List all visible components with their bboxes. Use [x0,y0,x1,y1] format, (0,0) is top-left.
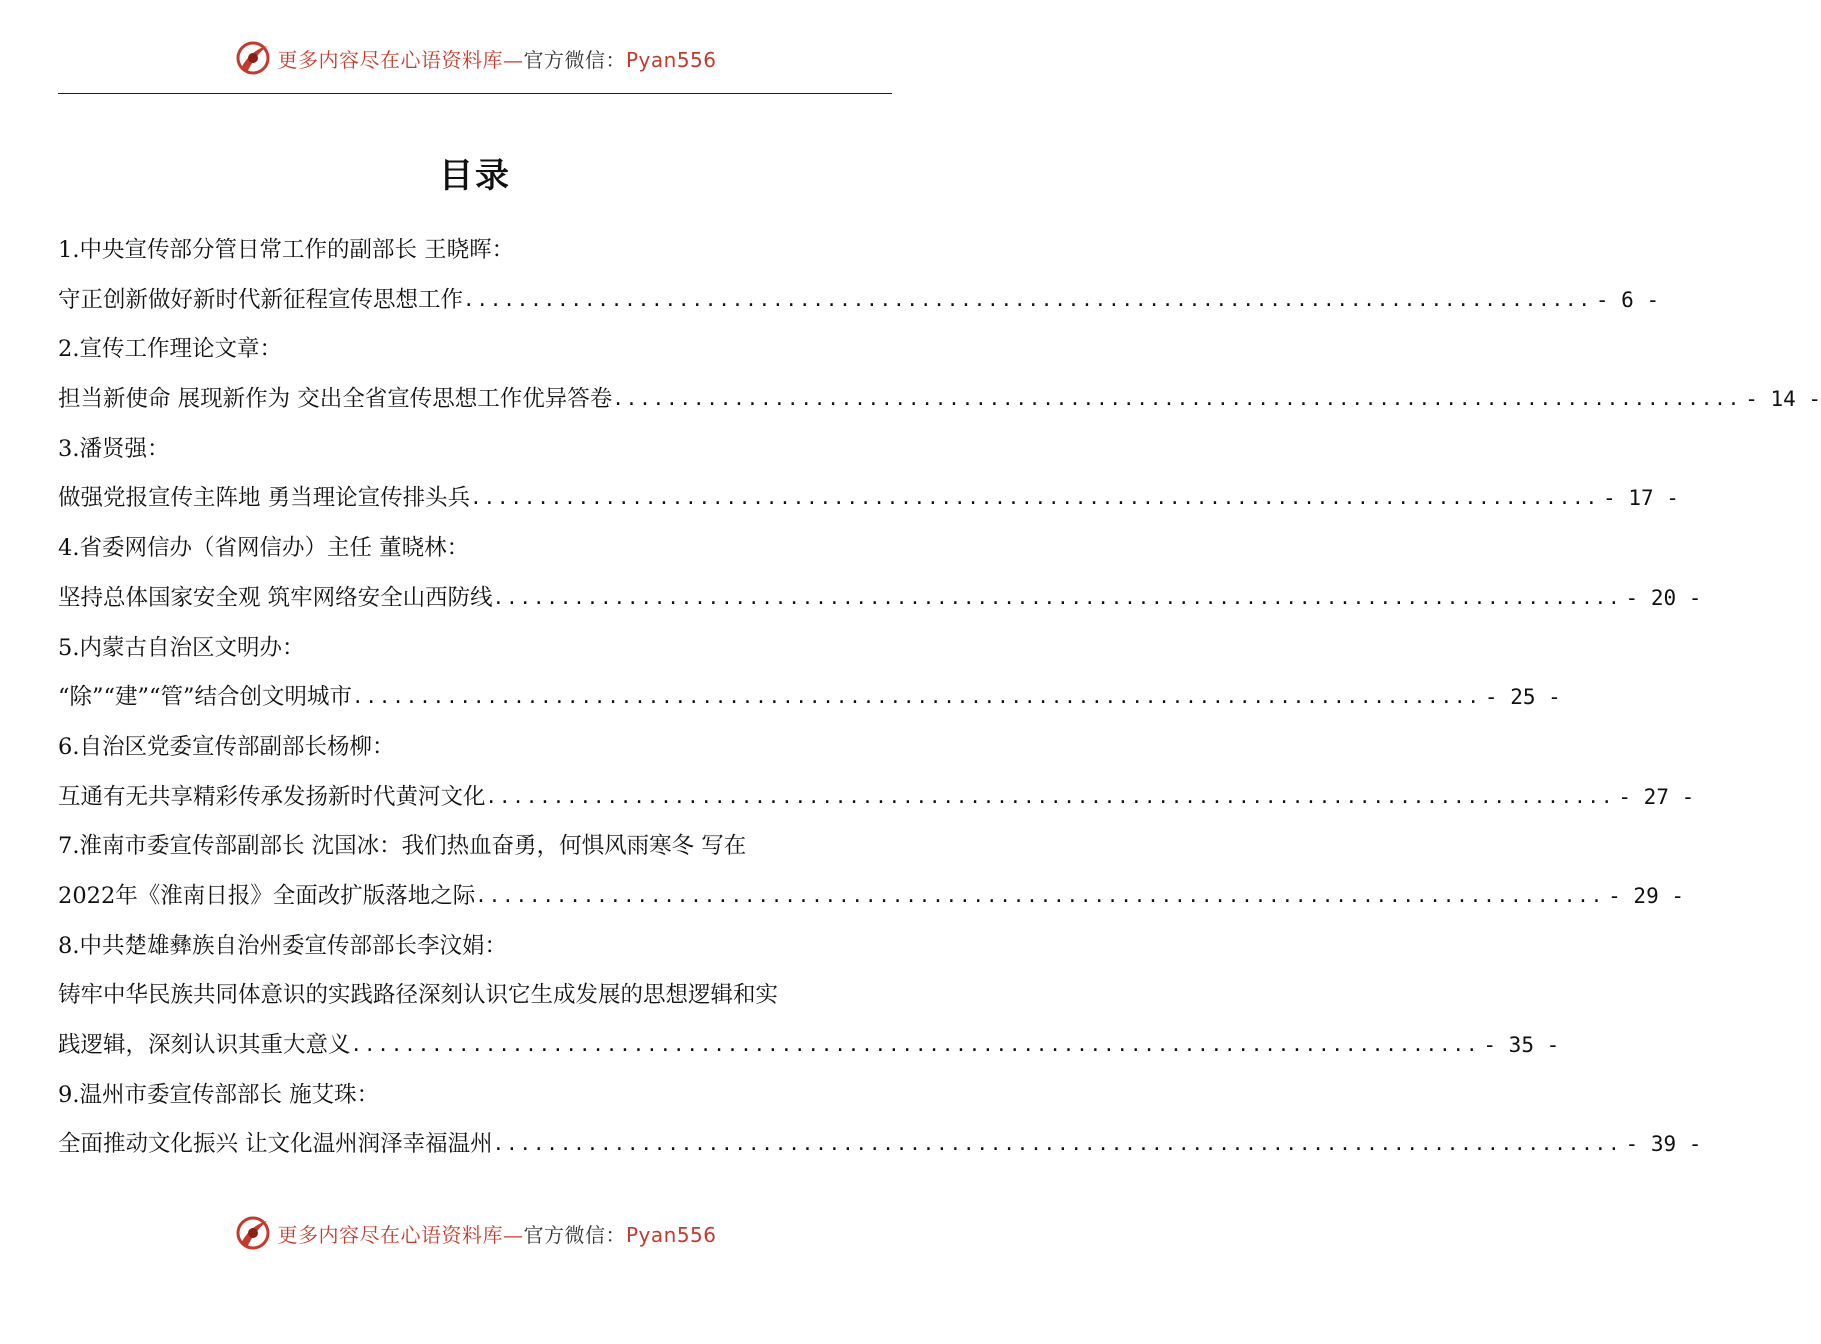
page-title: 目录 [439,156,511,196]
watermark-text [277,1219,716,1248]
toc-entry-5[interactable] [58,673,1561,723]
toc-heading-2: 2.宣传工作理论文章： [58,336,282,363]
watermark-dash: — [502,1222,524,1247]
header-divider [58,93,892,94]
toc-page-number: - 20 - [1625,585,1702,610]
toc-page-number: - 14 - [1745,387,1821,412]
toc-leader-dots: .................................................................................... [470,487,1600,510]
toc-entry-8[interactable] [58,1021,1560,1071]
toc-page-number: - 17 - [1603,486,1679,511]
toc-entry-4[interactable] [58,574,1702,624]
toc-heading-6: 6.自治区党委宣传部副部长杨柳： [58,733,395,760]
brand-logo-icon [233,38,273,78]
watermark-dash: — [502,47,524,72]
toc-leader-dots: .................................................................................... [612,388,1742,411]
toc-entry-title: 全面推动文化振兴 让文化温州润泽幸福温州 [58,1131,493,1158]
brand-logo-icon [233,1213,273,1253]
footer-watermark [0,1211,950,1255]
toc-heading-3: 3.潘贤强： [58,435,170,462]
toc-page-number: - 35 - [1483,1033,1560,1057]
toc-entry-3[interactable] [58,474,1679,524]
toc-leader-dots: .................................................................................... [485,785,1615,808]
toc-page-number: - 29 - [1608,883,1684,908]
watermark-main: 更多内容尽在心语资料库 [277,1222,503,1247]
toc-entry-title: 做强党报宣传主阵地 勇当理论宣传排头兵 [58,485,471,512]
toc-entry-9[interactable] [58,1120,1702,1170]
toc-entry-title: 2022年《淮南日报》全面改扩版落地之际 [58,882,476,909]
toc-entry-6[interactable] [58,773,1695,823]
toc-leader-dots: .................................................................................... [463,288,1592,311]
toc-heading-5: 5.内蒙古自治区文明办： [58,634,305,661]
header-watermark [0,36,950,80]
watermark-wechat-id: Pyan556 [625,1222,717,1247]
toc-heading-8: 8.中共楚雄彝族自治州委宣传部部长李汶娟： [58,932,507,959]
watermark-main: 更多内容尽在心语资料库 [277,47,503,72]
toc-page-number: - 39 - [1625,1132,1702,1157]
toc-leader-dots: .................................................................................... [352,686,1481,709]
table-of-contents [58,226,1821,1170]
toc-heading-4: 4.省委网信办（省网信办）主任 董晓林： [58,535,470,562]
toc-entry-title: 坚持总体国家安全观 筑牢网络安全山西防线 [58,584,493,611]
toc-page-number: - 6 - [1595,287,1660,312]
toc-entry-1[interactable] [58,276,1660,326]
toc-entry-title: 践逻辑，深刻认识其重大意义 [58,1032,351,1058]
toc-heading-9: 9.温州市委宣传部部长 施艾珠： [58,1081,380,1108]
watermark-wechat-id: Pyan556 [625,47,717,72]
toc-page-number: - 25 - [1484,685,1561,710]
toc-entry-7[interactable] [58,872,1684,922]
toc-leader-dots: .................................................................................... [475,884,1605,907]
toc-entry-title: “除”“建”“管”结合创文明城市 [58,684,353,711]
toc-leader-dots: .................................................................................... [492,1133,1622,1156]
toc-heading-8-cont: 铸牢中华民族共同体意识的实践路径深刻认识它生成发展的思想逻辑和实 [58,982,779,1009]
toc-entry-title: 担当新使命 展现新作为 交出全省宣传思想工作优异答卷 [58,386,613,413]
toc-heading-7: 7.淮南市委宣传部副部长 沈国冰：我们热血奋勇，何惧风雨寒冬 写在 [58,833,747,860]
toc-leader-dots: .................................................................................... [350,1034,1480,1056]
toc-heading-1: 1.中央宣传部分管日常工作的副部长 王晓晖： [58,237,515,263]
toc-page-number: - 27 - [1618,784,1695,809]
watermark-wechat-label: 官方微信： [523,47,626,72]
toc-entry-title: 守正创新做好新时代新征程宣传思想工作 [58,286,464,313]
toc-entry-title: 互通有无共享精彩传承发扬新时代黄河文化 [58,783,486,810]
toc-entry-2[interactable] [58,375,1821,425]
watermark-text [277,44,716,73]
watermark-wechat-label: 官方微信： [523,1222,626,1247]
toc-leader-dots: .................................................................................... [492,586,1622,609]
